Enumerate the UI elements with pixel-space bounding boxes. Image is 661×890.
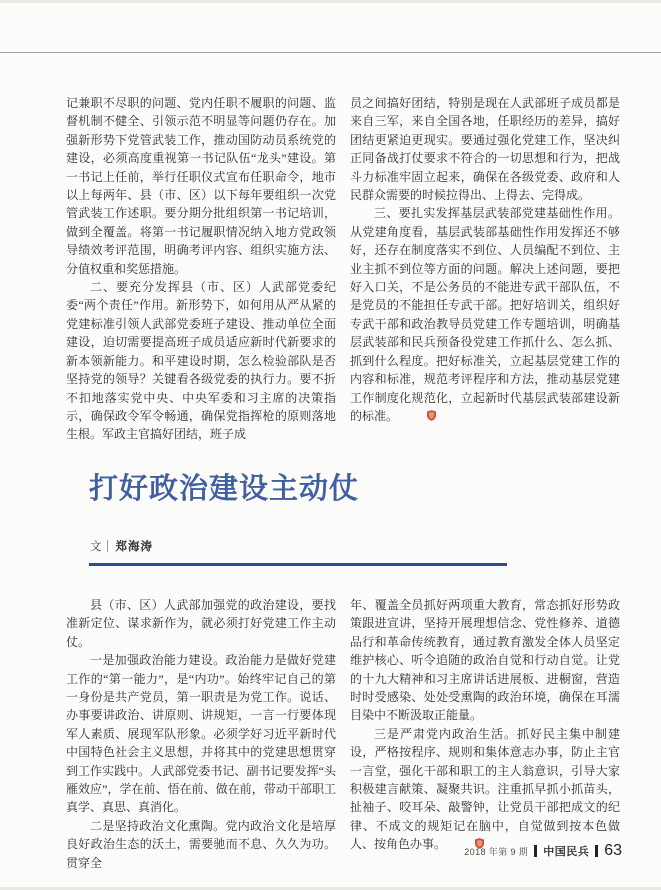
byline-divider [107, 540, 108, 552]
title-rule [89, 563, 507, 566]
page-number: 63 [604, 842, 622, 859]
footer-divider [534, 845, 537, 857]
issue-label: 2018 年第 9 期 [464, 846, 529, 857]
previous-article-continuation [66, 94, 620, 444]
footer-divider [595, 845, 598, 857]
header-rule [0, 52, 661, 53]
continuation-column-right [350, 94, 620, 444]
paragraph-text: 三是严肃党内政治生活。抓好民主集中制建设，严格按程序、规则和集体意志办事，防止主官一言堂，强化干部和职工的主人翁意识，引导大家积极建言献策、凝聚共识。注重抓早抓小抓苗头，扯袖子、咬耳朵、敲警钟，让党员干部把成文的纪律、不成文的规矩记在脑中，自觉做到按本色做人、按角色办事。 [350, 726, 620, 852]
page-footer [464, 842, 622, 860]
body-column-right [350, 596, 620, 872]
paragraph: 记兼职不尽职的问题、党内任职不履职的问题、监督机制不健全、引领示范不明显等问题仍存在。加强新形势下党管武装工作，推动国防动员系统党的建设，必须高度重视第一书记队伍“龙头”建设。第一书记上任前，举行任职仪式宣布任职命令，地市以上每两年、县（市、区）以下每年要组织一次党管武装工作述职。要分期分批组织第一书记培训，做到全覆盖。将第一书记履职情况纳入地方党政领导绩效考评范围，明确考评内容、组织实施方法、分值权重和奖惩措施。 [66, 96, 336, 276]
paragraph-text: 三、要扎实发挥基层武装部党建基础性作用。从党建角度看，基层武装部基础性作用发挥还不够好，还存在制度落实不到位、人员编配不到位、主业主抓不到位等方面的问题。解决上述问题，要把好入口关，不是公务员的不能进专武干部队伍，不是党员的不能担任专武干部。把好培训关，组织好专武干部和政治教导员党建工作专题培训，明确基层武装部和民兵预备役党建工作抓什么、怎么抓、抓到什么程度。把好标准关，立起基层党建工作的内容和标准，规范考评程序和方法，推动基层党建工作制度化规范化，立起新时代基层武装部建设新的标准。 [350, 206, 620, 423]
paragraph: 县（市、区）人武部加强党的政治建设，要找准新定位、谋求新作为，就必须打好党建工作主动仗。 [66, 598, 336, 649]
paragraph: 二、要充分发挥县（市、区）人武部党委纪委“两个责任”作用。新形势下，如何用从严从紧的党建标准引领人武部党委班子建设、推动单位全面建设，迫切需要提高班子成员适应新时代新要求的新本领新能力。和平建设时期，怎么检验部队是否坚持党的领导？关键看各级党委的执行力。要不折不扣地落实党中央、中央军委和习主席的决策指示，确保政令军令畅通，确保党指挥枪的原则落地生根。军政主官搞好团结，班子成 [66, 280, 336, 442]
byline [90, 538, 153, 554]
author-name: 郑海涛 [115, 541, 153, 553]
body-column-left [66, 596, 336, 872]
scan-edge-top [0, 0, 661, 3]
continuation-column-left [66, 94, 336, 444]
paragraph [350, 725, 620, 854]
end-of-article-shield-icon [403, 410, 436, 421]
paragraph: 员之间搞好团结，特别是现在人武部班子成员都是来自三军，来自全国各地，任职经历的差异，搞好团结更紧迫更现实。要通过强化党建工作，坚决纠正同备战打仗要求不符合的一切思想和行为，把战斗力标准牢固立起来，确保在各级党委、政府和人民群众需要的时候拉得出、上得去、完得成。 [350, 96, 620, 203]
byline-prefix: 文 [90, 541, 102, 553]
article-title: 打好政治建设主动仗 [89, 473, 360, 505]
paragraph: 二是坚持政治文化熏陶。党内政治文化是培厚良好政治生态的沃土，需要驰而不息、久久为功。贯穿全 [66, 818, 336, 870]
article-body [66, 596, 620, 872]
paragraph: 年、覆盖全员抓好两项重大教育，常态抓好形势政策跟进宣讲，坚持开展理想信念、党性修养、道德品行和革命传统教育，通过教育激发全体人员坚定维护核心、听令追随的政治自觉和行动自觉。让党的十九大精神和习主席讲话进展板、进橱窗，营造时时受感染、处处受熏陶的政治环境，确保在耳濡目染中不断汲取正能量。 [350, 598, 620, 723]
paragraph: 一是加强政治能力建设。政治能力是做好党建工作的“第一能力”，是“内功”。始终牢记自己的第一身份是共产党员，第一职责是为党工作。说话、办事要讲政治、讲原则、讲规矩，一言一行要体现军人素质、展现军队形象。必须学好习近平新时代中国特色社会主义思想，并将其中的党建思想贯穿到工作实践中。人武部党委书记、副书记要发挥“头雁效应”，学在前、悟在前、做在前，带动干部职工真学、真思、真消化。 [66, 653, 336, 815]
magazine-name: 中国民兵 [543, 846, 590, 858]
paragraph [350, 204, 620, 425]
